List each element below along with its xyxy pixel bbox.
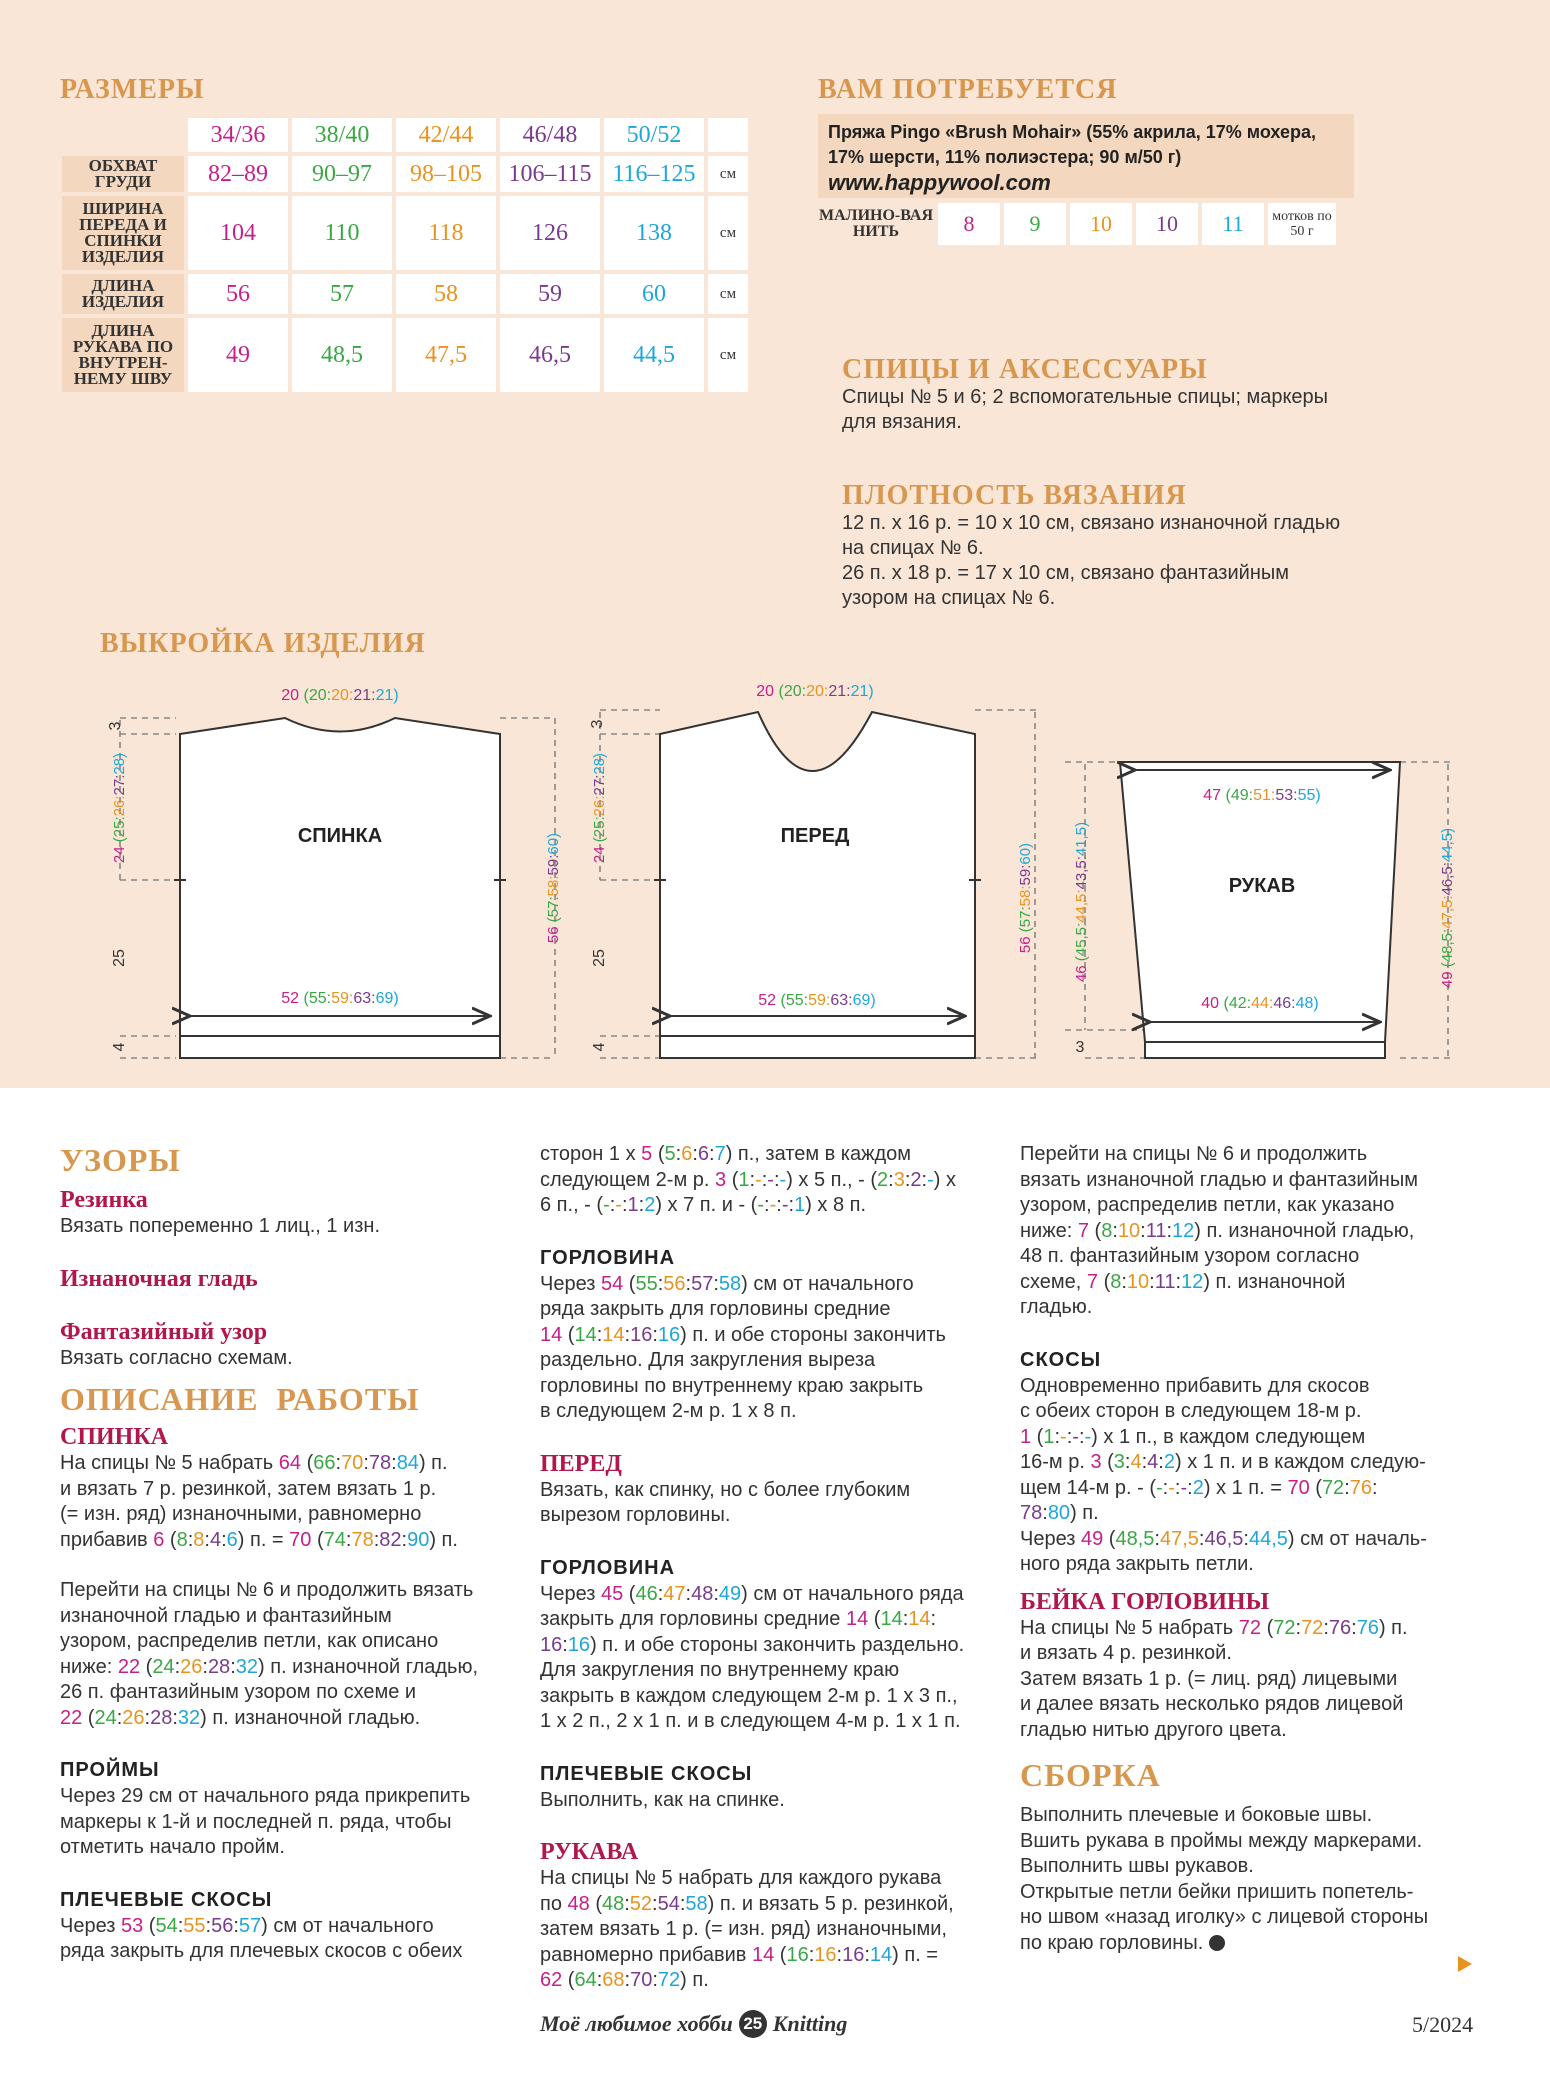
dim-25: 25 [591,949,608,967]
text: Вязать попеременно 1 лиц., 1 изн. [60,1215,380,1237]
gauge-line: на спицах № 6. [842,537,984,559]
front-label: ПЕРЕД [780,825,850,847]
end-mark-icon [1209,1935,1225,1951]
gauge-line: 26 п. х 18 р. = 17 х 10 см, связано фантазийным [842,562,1289,584]
back-shape [180,718,500,1036]
text: Вязать, как спинку, но с более глубоким вырезом горловины. [540,1478,911,1526]
sleeve-length: 49 (48,5:47,5:46,5:44,5) [1439,827,1456,989]
armholes-title: ПРОЙМЫ [60,1759,160,1781]
gauge-line: 12 п. х 16 р. = 10 х 10 см, связано изнаночной гладью [842,512,1341,534]
back-armhole: 24 (25:26:27:28) [111,752,128,864]
page-number: 25 [739,2010,767,2038]
cell: 138 [604,196,704,270]
front-armhole: 24 (25:26:27:28) [591,752,608,864]
text: На спицы № 5 набрать 64 (66:70:78:84) п. и вязать 7 р. резинкой, затем вязать 1 р. (= изн. ряд) изнаночными, равномерно прибавив 6 (8:8:4:6) п. = 70 (74:78:82:90) п. [60,1452,458,1551]
tools-title: СПИЦЫ И АКСЕССУАРЫ [842,354,1208,385]
text: На спицы № 5 набрать для каждого рукава по 48 (48:52:54:58) п. и вязать 5 р. резинкой, затем вязать 1 р. (= изн. ряд) изнаночными, равномерно прибавив 14 (16:16:16:14) п. = 62 (64:68:70:72) п. [540,1867,954,1991]
size-head-1: 34/36 [188,118,288,152]
row-label-width: ШИРИНА ПЕРЕДА И СПИНКИ ИЗДЕЛИЯ [62,196,184,270]
yarn-color-label: МАЛИНО-ВАЯ НИТЬ [818,207,933,240]
magazine-name: Моё любимое хобби [540,2011,733,2036]
text: Одновременно прибавить для скосов с обеих сторон в следующем 18-м р. 1 (1:-:-:-) х 1 п., в каждом следующем 16-м р. 3 (3:4:4:2) х 1 п. и в каждом следую- щем 14-м р. - (-:-:-:2) х 1 п. = 70 (72:76: 78:80) п. Через 49 (48,5:47,5:46,5:44,5) см от началь- ного ряда закрыть петли. [1020,1374,1427,1575]
cell: 106–115 [500,156,600,192]
front-rib [660,1036,975,1058]
issue-number: 5/2024 [1412,2012,1474,2037]
pattern-schematic [0,660,1550,1090]
row-label-length: ДЛИНА ИЗДЕЛИЯ [62,274,184,314]
pattern-title: ВЫКРОЙКА ИЗДЕЛИЯ [100,628,426,659]
cell: 58 [396,274,496,314]
rev-stockinette-title: Изнаночная гладь [60,1265,258,1292]
gauge-line: узором на спицах № 6. [842,587,1056,609]
cell: 44,5 [604,318,704,392]
amount: 10 [1136,203,1198,245]
amount: 10 [1070,203,1132,245]
row-label-sleeve: ДЛИНА РУКАВА ПО ВНУТРЕН-НЕМУ ШВУ [62,318,184,392]
text: Через 54 (55:56:57:58) см от начального ряда закрыть для горловины средние 14 (14:14:16:16) п. и обе стороны закончить раздельно. Для закругления выреза горловины по внутреннему краю закрыть в следующем 2-м р. 1 х 8 п. [540,1272,946,1422]
patterns-title: УЗОРЫ [60,1142,181,1178]
front-length: 56 (57:58:59:60) [1017,842,1034,954]
text: На спицы № 5 набрать 72 (72:72:76:76) п. и вязать 4 р. резинкой. Затем вязать 1 р. (= лиц. ряд) лицевыми и далее вязать несколько рядов лицевой гладью нитью другого цвета. [1020,1616,1408,1741]
sleeve-top-width: 47 (49:51:53:55) [1203,787,1321,804]
text: сторон 1 х 5 (5:6:6:7) п., затем в каждом следующем 2-м р. 3 (1:-:-:-) х 5 п., - (2:3:2:-) х 6 п., - (-:-:1:2) х 7 п. и - (-:-:-:1) х 8 п. [540,1143,956,1216]
sleeves-title: РУКАВА [540,1839,639,1865]
text: Через 45 (46:47:48:49) см от начального ряда закрыть для горловины средние 14 (14:14: 16:16) п. и обе стороны закончить раздельно. Для закругления по внутреннему краю закрыть в каждом следующем 2-м р. 1 х 3 п., 1 х 2 п., 2 х 1 п. и в следующем 4-м р. 1 х 1 п. [540,1582,965,1732]
needed-title: ВАМ ПОТРЕБУЕТСЯ [818,74,1118,105]
yarn-amounts [818,203,1336,245]
cell: 60 [604,274,704,314]
front-width: 52 (55:59:63:69) [758,992,876,1009]
front-shape [660,712,975,1036]
back-title: СПИНКА [60,1424,169,1450]
brand-name: Knitting [772,2011,848,2036]
text: Перейти на спицы № 6 и продолжить вязать изнаночной гладью и фантазийным узором, распределив петли, как указано ниже: 7 (8:10:11:12) п. изнаночной гладью, 48 п. фантазийным узором согласно схеме, 7 (8:10:11:12) п. изнаночной гладью. [1020,1143,1418,1318]
yarn-line-1: Пряжа Pingo «Brush Mohair» (55% акрила, 17% мохера, [828,122,1316,142]
sleeve-side: 46 (45,5:44,5:43,5:41,5) [1073,821,1090,983]
text: Вязать согласно схемам. [60,1346,293,1369]
back-width: 52 (55:59:63:69) [281,990,399,1007]
rib-title: Резинка [60,1187,148,1213]
front-neckline-title: ГОРЛОВИНА [540,1556,676,1579]
cell: 49 [188,318,288,392]
gauge-text [842,511,1340,611]
column-3 [1020,1142,1500,1956]
cell: 116–125 [604,156,704,192]
gauge-title: ПЛОТНОСТЬ ВЯЗАНИЯ [842,480,1187,511]
back-rib [180,1036,500,1058]
fancy-title: Фантазийный узор [60,1318,268,1345]
cell: 126 [500,196,600,270]
cell: 118 [396,196,496,270]
cell: 90–97 [292,156,392,192]
tools-line: для вязания. [842,411,962,433]
cell: 98–105 [396,156,496,192]
dim-3: 3 [1075,1039,1085,1056]
sleeve-label: РУКАВ [1228,875,1296,897]
cell: 48,5 [292,318,392,392]
unit: см [708,274,748,314]
yarn-url[interactable]: www.happywool.com [828,170,1051,195]
text: Выполнить плечевые и боковые швы. Вшить рукава в проймы между маркерами. Выполнить швы рукавов. Открытые петли бейки пришить попетель- но швом «назад иголку» с лицевой стороны по краю горловины. [1020,1804,1429,1954]
unit: см [708,318,748,392]
text: Перейти на спицы № 6 и продолжить вязать изнаночной гладью и фантазийным узором, распределив петли, как описано ниже: 22 (24:26:28:32) п. изнаночной гладью, 26 п. фантазийным узором по схеме и 22 (24:26:28:32) п. изнаночной гладью. [60,1579,479,1729]
cell: 110 [292,196,392,270]
next-page-arrow-icon[interactable] [1458,1956,1472,1972]
front-title: ПЕРЕД [540,1450,622,1477]
yarn-line-2: 17% шерсти, 11% полиэстера; 90 м/50 г) [828,147,1182,167]
cell: 46,5 [500,318,600,392]
size-head-5: 50/52 [604,118,704,152]
text: Через 29 см от начального ряда прикрепить маркеры к 1-й и последней п. ряда, чтобы отметить начало пройм. [60,1785,471,1858]
neckline-title: ГОРЛОВИНА [540,1246,676,1269]
amount: 8 [938,203,1000,245]
cell: 56 [188,274,288,314]
size-head-4: 46/48 [500,118,600,152]
unit: см [708,156,748,192]
text: Выполнить, как на спинке. [540,1788,785,1811]
amount-unit: мотков по 50 г [1268,203,1336,245]
column-1 [60,1140,530,1965]
cell: 47,5 [396,318,496,392]
work-title: ОПИСАНИЕ РАБОТЫ [60,1381,420,1417]
amount: 9 [1004,203,1066,245]
row-label-chest: ОБХВАТ ГРУДИ [62,156,184,192]
dim-3: 3 [107,721,124,731]
yarn-box [818,114,1354,198]
cell: 104 [188,196,288,270]
dim-4: 4 [111,1042,128,1052]
cell: 59 [500,274,600,314]
neckband-title: БЕЙКА ГОРЛОВИНЫ [1020,1588,1270,1615]
front-shoulders-title: ПЛЕЧЕВЫЕ СКОСЫ [540,1762,753,1785]
sizes-title: РАЗМЕРЫ [60,74,205,105]
neck-width-front: 20 (20:20:21:21) [756,683,874,700]
sizes-table [58,114,752,396]
dim-4: 4 [591,1042,608,1052]
column-2 [540,1142,1010,1994]
bevels-title: СКОСЫ [1020,1348,1102,1371]
assembly-title: СБОРКА [1020,1757,1161,1793]
amount: 11 [1202,203,1264,245]
cell: 82–89 [188,156,288,192]
back-label: СПИНКА [297,825,383,847]
sleeve-rib [1145,1042,1385,1058]
dim-25: 25 [111,949,128,967]
size-head-3: 42/44 [396,118,496,152]
back-length: 56 (57:58:59:60) [545,832,562,944]
neck-width-back: 20 (20:20:21:21) [281,687,399,704]
text: Через 53 (54:55:56:57) см от начального ряда закрыть для плечевых скосов с обеих [60,1914,463,1962]
cell: 57 [292,274,392,314]
tools-text [842,385,1328,435]
shoulders-title: ПЛЕЧЕВЫЕ СКОСЫ [60,1888,273,1911]
tools-line: Спицы № 5 и 6; 2 вспомогательные спицы; маркеры [842,386,1329,408]
footer-brand [540,2010,847,2038]
sleeve-bottom-width: 40 (42:44:46:48) [1201,995,1319,1012]
size-head-2: 38/40 [292,118,392,152]
dim-3: 3 [589,719,606,729]
unit: см [708,196,748,270]
